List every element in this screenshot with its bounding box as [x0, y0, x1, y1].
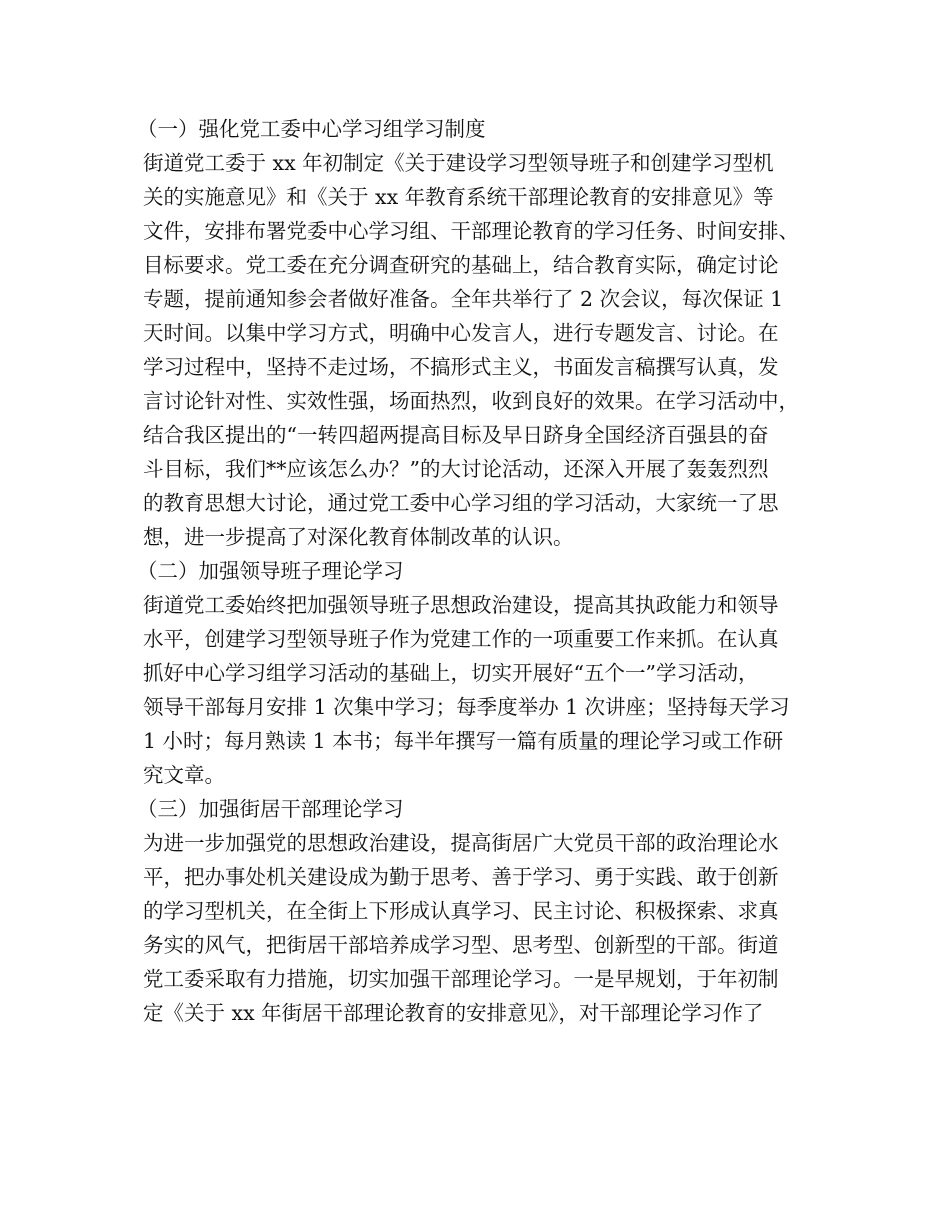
paragraph-line: 结合我区提出的“一转四超两提高目标及早日跻身全国经济百强县的奋	[143, 423, 769, 447]
document-body	[137, 112, 823, 1030]
paragraph-line: 为进一步加强党的思想政治建设，提高街居广大党员干部的政治理论水	[143, 831, 779, 855]
section-heading-1: （一）强化党工委中心学习组学习制度	[137, 117, 486, 141]
paragraph-line: 务实的风气，把街居干部培养成学习型、思考型、创新型的干部。街道	[143, 933, 779, 957]
paragraph-line: 街道党工委始终把加强领导班子思想政治建设，提高其执政能力和领导	[143, 593, 779, 617]
paragraph-line: 党工委采取有力措施，切实加强干部理论学习。一是早规划，于年初制	[143, 967, 779, 991]
paragraph-line: 街道党工委于 xx 年初制定《关于建设学习型领导班子和创建学习型机	[143, 151, 774, 175]
paragraph-line: 斗目标，我们**应该怎么办？”的大讨论活动，还深入开展了轰轰烈烈	[143, 457, 769, 481]
paragraph-line: 定《关于 xx 年街居干部理论教育的安排意见》，对干部理论学习作了	[143, 1001, 764, 1025]
paragraph-line: 1 小时；每月熟读 1 本书；每半年撰写一篇有质量的理论学习或工作研	[143, 729, 784, 753]
paragraph-line: 的教育思想大讨论，通过党工委中心学习组的学习活动，大家统一了思	[143, 491, 779, 515]
paragraph-line: 天时间。以集中学习方式，明确中心发言人，进行专题发言、讨论。在	[143, 321, 779, 345]
paragraph-line: 想，进一步提高了对深化教育体制改革的认识。	[143, 525, 574, 549]
paragraph-line: 水平，创建学习型领导班子作为党建工作的一项重要工作来抓。在认真	[143, 627, 779, 651]
paragraph-line: 关的实施意见》和《关于 xx 年教育系统干部理论教育的安排意见》等	[143, 185, 774, 209]
paragraph-line: 言讨论针对性、实效性强，场面热烈，收到良好的效果。在学习活动中，	[143, 389, 799, 413]
paragraph-line: 文件，安排布署党委中心学习组、干部理论教育的学习任务、时间安排、	[143, 219, 799, 243]
paragraph-line: 目标要求。党工委在充分调查研究的基础上，结合教育实际，确定讨论	[143, 253, 779, 277]
section-heading-3: （三）加强街居干部理论学习	[137, 797, 404, 821]
paragraph-line: 学习过程中，坚持不走过场，不搞形式主义，书面发言稿撰写认真，发	[143, 355, 779, 379]
paragraph-line: 专题，提前通知参会者做好准备。全年共举行了 2 次会议，每次保证 1	[143, 287, 784, 311]
paragraph-line: 的学习型机关，在全街上下形成认真学习、民主讨论、积极探索、求真	[143, 899, 779, 923]
paragraph-line: 领导干部每月安排 1 次集中学习；每季度举办 1 次讲座；坚持每天学习	[143, 695, 790, 719]
section-heading-2: （二）加强领导班子理论学习	[137, 559, 404, 583]
paragraph-line: 抓好中心学习组学习活动的基础上，切实开展好“五个一”学习活动，	[143, 661, 759, 685]
paragraph-line: 究文章。	[143, 763, 225, 787]
paragraph-line: 平，把办事处机关建设成为勤于思考、善于学习、勇于实践、敢于创新	[143, 865, 779, 889]
